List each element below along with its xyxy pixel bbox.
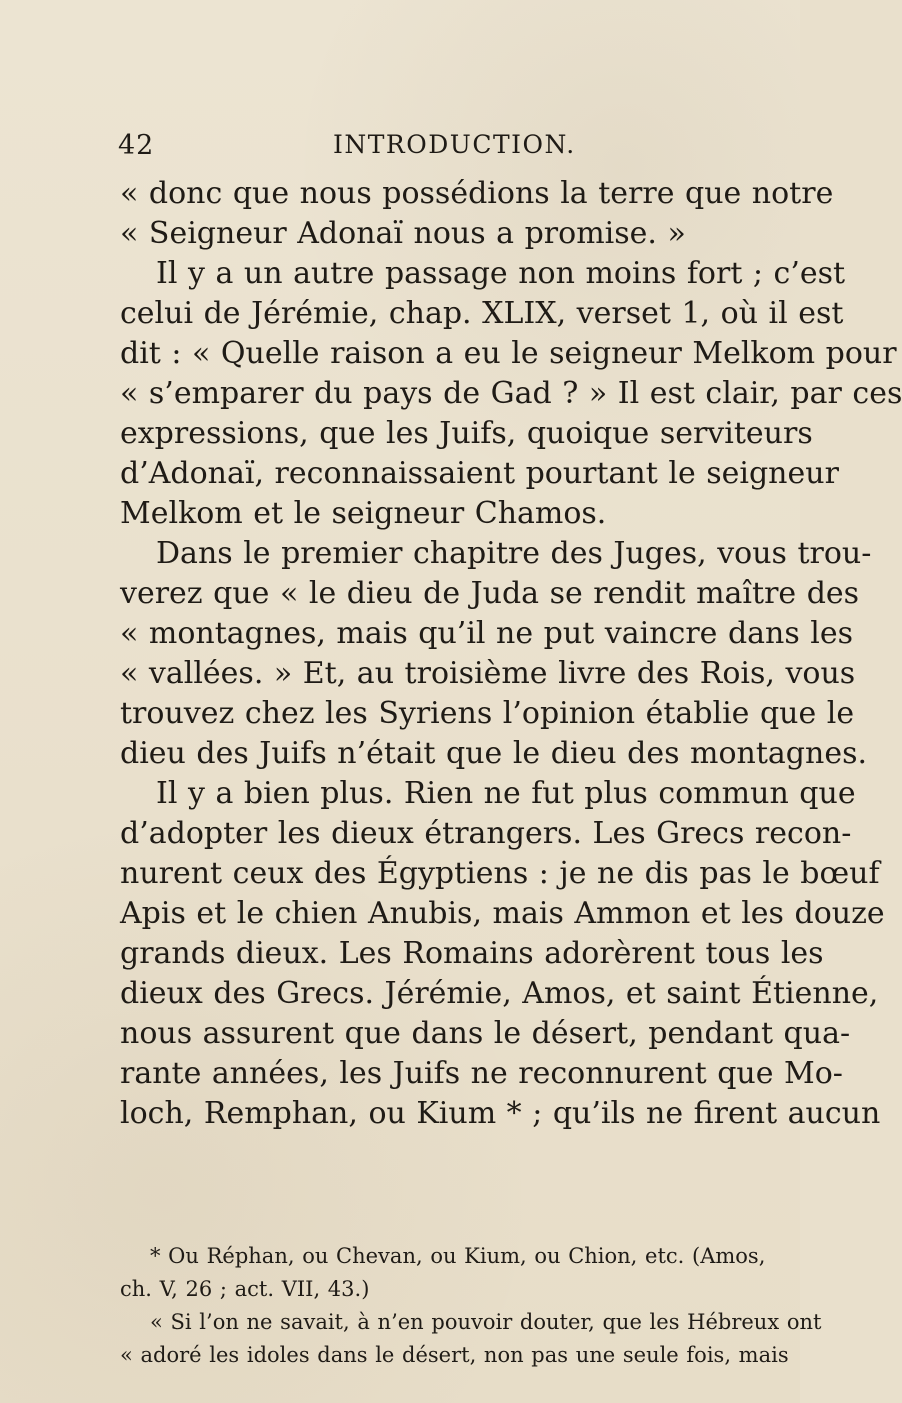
body-line: dit : « Quelle raison a eu le seigneur Melkom pour	[120, 336, 897, 371]
body-line: dieux des Grecs. Jérémie, Amos, et saint Étienne,	[120, 976, 879, 1011]
body-line: d’adopter les dieux étrangers. Les Grecs recon-	[120, 816, 852, 851]
body-line: Apis et le chien Anubis, mais Ammon et les douze	[120, 896, 885, 931]
body-line: nurent ceux des Égyptiens : je ne dis pas le bœuf	[120, 856, 880, 891]
body-line: « vallées. » Et, au troisième livre des Rois, vous	[120, 656, 856, 691]
body-line: trouvez chez les Syriens l’opinion établie que le	[120, 696, 855, 731]
body-line: Dans le premier chapitre des Juges, vous trou-	[156, 536, 872, 571]
page-number: 42	[118, 130, 155, 161]
body-line: Il y a un autre passage non moins fort ; c’est	[156, 256, 846, 291]
footnote-line: ch. V, 26 ; act. VII, 43.)	[120, 1277, 370, 1301]
body-line: Melkom et le seigneur Chamos.	[120, 496, 607, 531]
body-line: grands dieux. Les Romains adorèrent tous les	[120, 936, 824, 971]
body-line: dieu des Juifs n’était que le dieu des montagnes.	[120, 736, 867, 771]
running-head	[118, 130, 678, 164]
body-line: verez que « le dieu de Juda se rendit maître des	[120, 576, 860, 611]
body-line: nous assurent que dans le désert, pendant qua-	[120, 1016, 851, 1051]
body-line: rante années, les Juifs ne reconnurent que Mo-	[120, 1056, 843, 1091]
running-title: INTRODUCTION.	[333, 130, 576, 159]
body-line: celui de Jérémie, chap. XLIX, verset 1, où il est	[120, 296, 844, 331]
body-line: Il y a bien plus. Rien ne fut plus commun que	[156, 776, 856, 811]
body-line: d’Adonaï, reconnaissaient pourtant le seigneur	[120, 456, 839, 491]
body-line: « donc que nous possédions la terre que notre	[120, 176, 834, 211]
footnote-line: * Ou Réphan, ou Chevan, ou Kium, ou Chion, etc. (Amos,	[150, 1244, 766, 1268]
footnote-line: « Si l’on ne savait, à n’en pouvoir douter, que les Hébreux ont	[150, 1310, 822, 1334]
footnote-line: « adoré les idoles dans le désert, non pas une seule fois, mais	[120, 1343, 789, 1367]
body-line: « montagnes, mais qu’il ne put vaincre dans les	[120, 616, 854, 651]
body-line: « Seigneur Adonaï nous a promise. »	[120, 216, 686, 251]
body-line: loch, Remphan, ou Kium * ; qu’ils ne firent aucun	[120, 1096, 881, 1131]
body-line: expressions, que les Juifs, quoique serviteurs	[120, 416, 813, 451]
body-line: « s’emparer du pays de Gad ? » Il est clair, par ces	[120, 376, 902, 411]
